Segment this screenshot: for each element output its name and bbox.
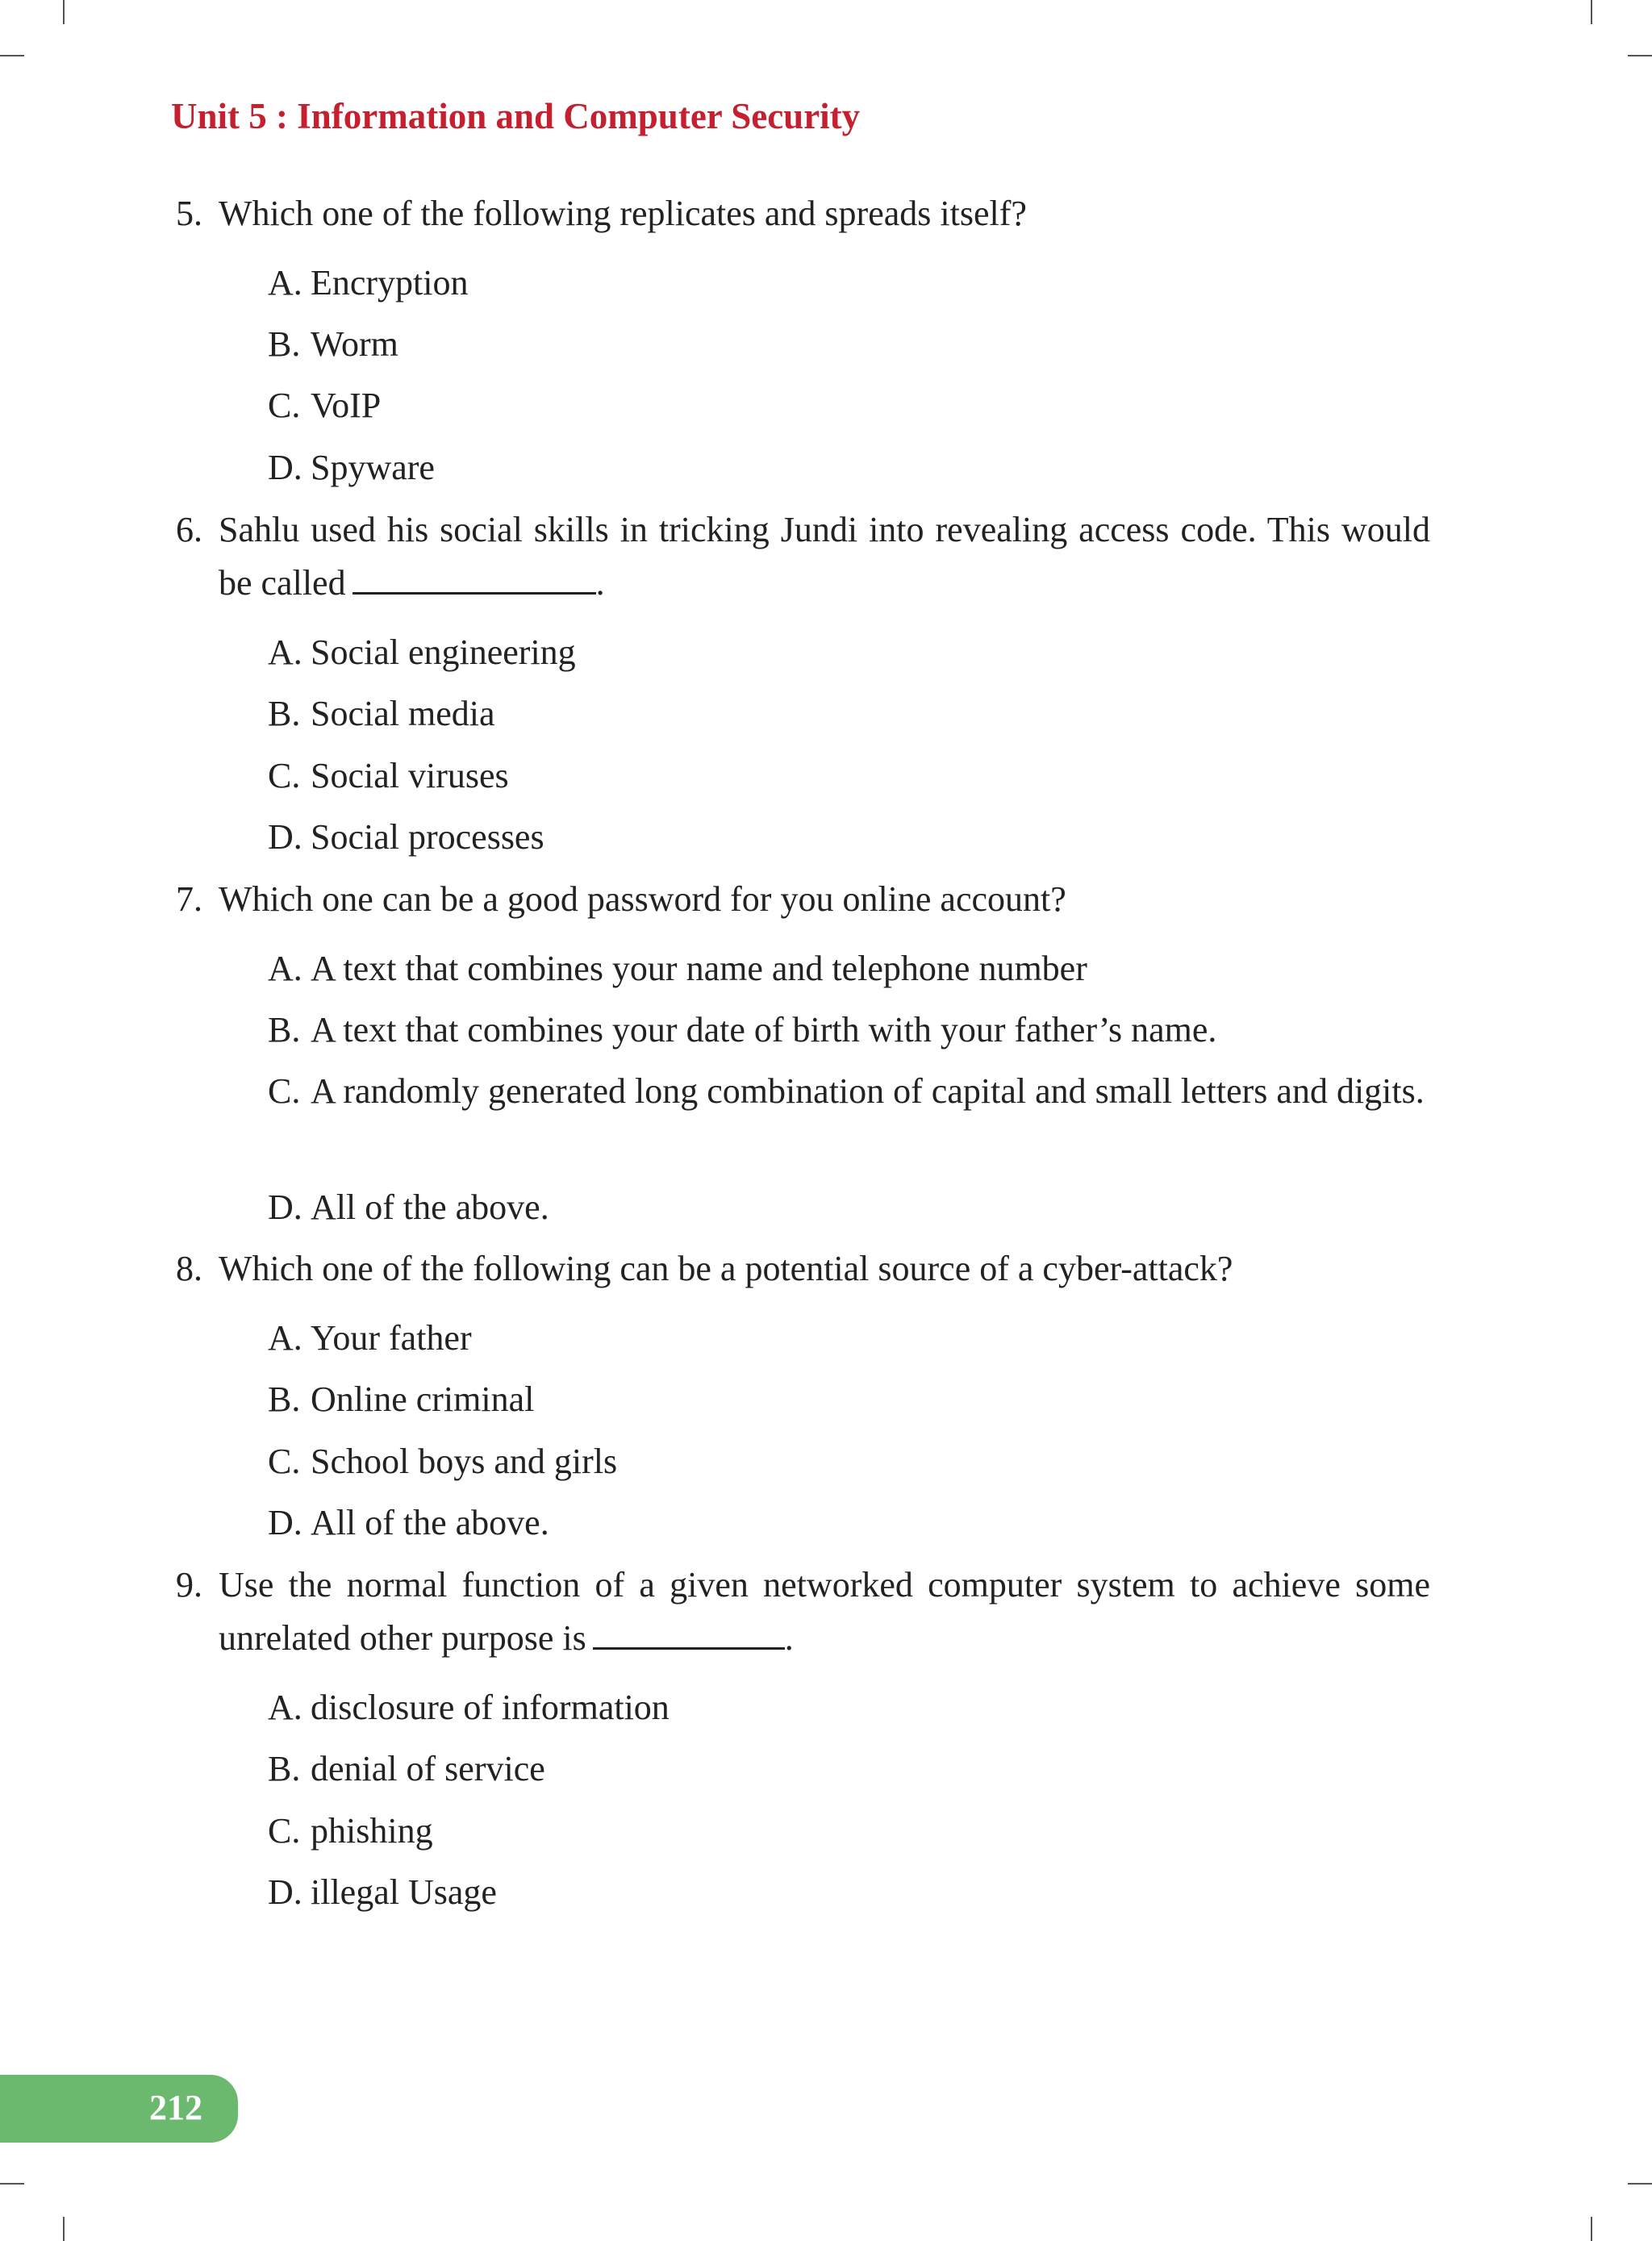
option-text: disclosure of information	[311, 1688, 670, 1727]
option-text: Online criminal	[311, 1379, 535, 1419]
crop-mark	[63, 2217, 65, 2241]
option-text: Your father	[311, 1318, 472, 1358]
option-letter: D.	[268, 1503, 302, 1542]
question-text-wrapper	[219, 503, 1430, 610]
option-6a	[268, 626, 1429, 679]
option-text: Social engineering	[311, 632, 576, 672]
option-text: illegal Usage	[311, 1872, 497, 1912]
option-letter: C.	[268, 756, 301, 795]
question-text: Use the normal function of a given networked computer system to achieve some unrelated other purpose is	[219, 1565, 1430, 1658]
question-number: 7.	[176, 879, 202, 919]
question-9	[176, 1559, 1430, 1665]
unit-title: Unit 5 : Information and Computer Security	[171, 96, 861, 136]
question-7	[176, 873, 1430, 926]
option-7d	[268, 1181, 1429, 1234]
option-text: Encryption	[311, 263, 469, 303]
option-letter: D.	[268, 448, 302, 487]
crop-mark	[1628, 55, 1652, 56]
option-text: All of the above.	[311, 1503, 549, 1542]
option-text: denial of service	[311, 1749, 545, 1788]
blank-punctuation: .	[595, 563, 605, 603]
crop-mark	[1628, 2183, 1652, 2185]
option-text: A randomly generated long combination of capital and small letters and digits.	[311, 1071, 1425, 1111]
option-letter: B.	[268, 1010, 301, 1050]
option-letter: C.	[268, 1442, 301, 1481]
option-9d	[268, 1866, 1429, 1919]
option-5a	[268, 257, 1429, 310]
crop-mark	[1591, 0, 1592, 24]
option-letter: D.	[268, 817, 302, 857]
option-letter: C.	[268, 1071, 301, 1111]
question-text: Sahlu used his social skills in tricking Jundi into revealing access code. This would be called	[219, 510, 1430, 603]
option-9a	[268, 1681, 1429, 1734]
question-text: Which one can be a good password for you online account?	[219, 879, 1066, 919]
question-number: 9.	[176, 1565, 202, 1605]
option-5b	[268, 318, 1429, 371]
option-letter: B.	[268, 1749, 301, 1788]
option-8b	[268, 1373, 1429, 1426]
crop-mark	[63, 0, 65, 24]
option-text: Social processes	[311, 817, 544, 857]
question-text: Which one of the following can be a potential source of a cyber-attack?	[219, 1249, 1233, 1288]
answer-blank	[353, 557, 596, 595]
option-letter: B.	[268, 1379, 301, 1419]
option-8c	[268, 1435, 1429, 1488]
option-letter: D.	[268, 1187, 302, 1227]
option-text: A text that combines your name and telephone number	[311, 949, 1087, 988]
question-number: 8.	[176, 1249, 202, 1288]
option-8d	[268, 1496, 1429, 1550]
question-text-wrapper	[219, 1559, 1430, 1665]
question-8	[176, 1242, 1430, 1296]
answer-blank	[593, 1612, 785, 1650]
question-number: 5.	[176, 194, 202, 233]
option-9b	[268, 1742, 1429, 1796]
option-5d	[268, 441, 1429, 495]
option-text: All of the above.	[311, 1187, 549, 1227]
option-5c	[268, 379, 1429, 432]
crop-mark	[0, 2183, 24, 2185]
option-6c	[268, 749, 1429, 803]
option-text: Spyware	[311, 448, 435, 487]
option-7b	[268, 1004, 1429, 1057]
option-letter: A.	[268, 632, 302, 672]
page-number: 212	[149, 2088, 202, 2127]
option-7c	[268, 1065, 1429, 1118]
option-9c	[268, 1805, 1429, 1858]
blank-punctuation: .	[784, 1618, 794, 1658]
option-letter: C.	[268, 386, 301, 425]
option-text: Social viruses	[311, 756, 509, 795]
question-5	[176, 187, 1430, 240]
option-6b	[268, 687, 1429, 741]
option-7a	[268, 942, 1429, 995]
crop-mark	[0, 55, 24, 56]
option-letter: B.	[268, 694, 301, 733]
option-letter: C.	[268, 1811, 301, 1851]
option-text: Social media	[311, 694, 495, 733]
option-letter: A.	[268, 1688, 302, 1727]
option-letter: B.	[268, 324, 301, 364]
option-text: phishing	[311, 1811, 433, 1851]
option-letter: A.	[268, 263, 302, 303]
option-letter: A.	[268, 949, 302, 988]
option-letter: D.	[268, 1872, 302, 1912]
option-text: Worm	[311, 324, 398, 364]
crop-mark	[1591, 2217, 1592, 2241]
option-6d	[268, 811, 1429, 864]
option-text: A text that combines your date of birth with your father’s name.	[311, 1010, 1217, 1050]
option-text: School boys and girls	[311, 1442, 618, 1481]
option-letter: A.	[268, 1318, 302, 1358]
option-text: VoIP	[311, 386, 382, 425]
question-number: 6.	[176, 510, 202, 549]
question-text: Which one of the following replicates and spreads itself?	[219, 194, 1027, 233]
question-6	[176, 503, 1430, 610]
option-8a	[268, 1312, 1429, 1365]
